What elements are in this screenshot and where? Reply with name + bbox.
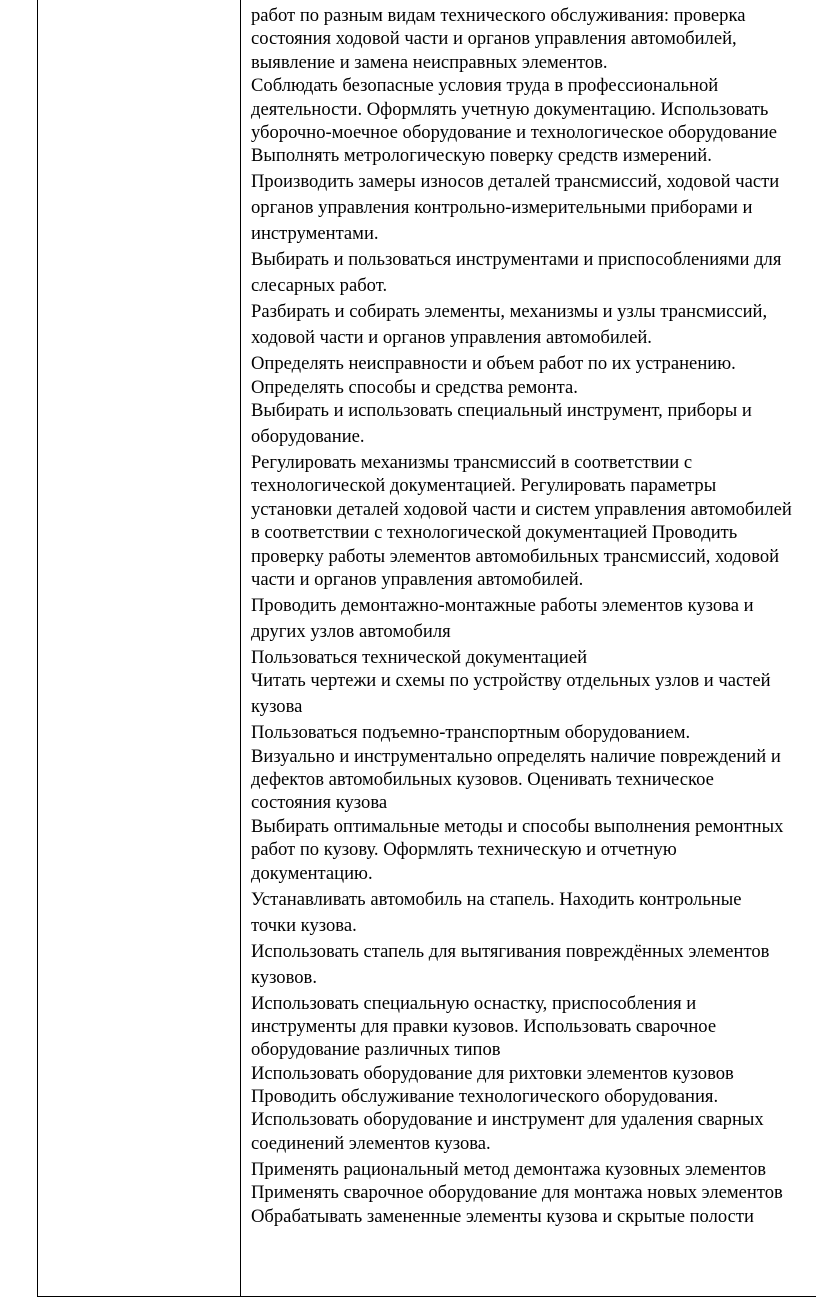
text-line: технологической документацией. Регулировать параметры <box>251 475 717 497</box>
table-cell-left <box>38 0 241 1296</box>
text-line: уборочно-моечное оборудование и технологическое оборудование <box>251 121 778 143</box>
text-line: проверку работы элементов автомобильных трансмиссий, ходовой <box>251 545 780 567</box>
text-line: других узлов автомобиля <box>251 620 451 642</box>
text-line: Обрабатывать замененные элементы кузова и скрытые полости <box>251 1205 754 1227</box>
text-line: Применять сварочное оборудование для монтажа новых элементов <box>251 1182 783 1204</box>
text-line: Проводить обслуживание технологического оборудования. <box>251 1086 719 1108</box>
text-line: Выбирать оптимальные методы и способы выполнения ремонтных <box>251 815 784 837</box>
text-line: дефектов автомобильных кузовов. Оценивать техническое <box>251 769 714 791</box>
text-line: Использовать оборудование для рихтовки элементов кузовов <box>251 1062 734 1084</box>
text-line: точки кузова. <box>251 914 357 936</box>
skills-text <box>251 4 816 1228</box>
text-line: Определять неисправности и объем работ по их устранению. <box>251 353 736 375</box>
text-line: ходовой части и органов управления автомобилей. <box>251 327 652 349</box>
text-line: кузовов. <box>251 966 317 988</box>
text-line: Выбирать и использовать специальный инструмент, приборы и <box>251 400 752 421</box>
text-line: Использовать специальную оснастку, приспособления и <box>251 992 697 1014</box>
text-line: Пользоваться подъемно-транспортным оборудованием. <box>251 722 691 744</box>
text-line: Применять рациональный метод демонтажа кузовных элементов <box>251 1158 767 1180</box>
text-line: инструменты для правки кузовов. Использовать сварочное <box>251 1015 717 1037</box>
text-line: Производить замеры износов деталей трансмиссий, ходовой части <box>251 171 780 193</box>
text-line: состояния ходовой части и органов управления автомобилей, <box>251 28 737 50</box>
table-cell-right <box>241 0 816 1296</box>
text-line: Регулировать механизмы трансмиссий в соответствии с <box>251 451 693 473</box>
text-line: оборудование. <box>251 425 365 447</box>
text-line: Определять способы и средства ремонта. <box>251 376 578 398</box>
text-line: Проводить демонтажно-монтажные работы элементов кузова и <box>251 594 754 616</box>
skills-table <box>37 0 816 1297</box>
text-line: Использовать оборудование и инструмент для удаления сварных <box>251 1109 764 1131</box>
text-line: Читать чертежи и схемы по устройству отдельных узлов и частей <box>251 670 771 692</box>
text-line: в соответствии с технологической документацией Проводить <box>251 522 738 544</box>
text-line: Соблюдать безопасные условия труда в профессиональной <box>251 75 719 97</box>
text-line: Выбирать и пользоваться инструментами и приспособлениями для <box>251 249 782 271</box>
text-line: работ по разным видам технического обслуживания: проверка <box>251 5 746 26</box>
text-line: кузова <box>251 696 303 718</box>
text-line: состояния кузова <box>251 792 388 814</box>
text-line: выявление и замена неисправных элементов. <box>251 51 608 73</box>
text-line: Пользоваться технической документацией <box>251 646 588 668</box>
text-line: органов управления контрольно-измерительными приборами и <box>251 197 753 219</box>
text-line: Устанавливать автомобиль на стапель. Находить контрольные <box>251 888 742 910</box>
text-line: Выполнять метрологическую поверку средств измерений. <box>251 145 712 167</box>
text-line: документацию. <box>251 862 373 884</box>
text-line: Использовать стапель для вытягивания повреждённых элементов <box>251 940 770 962</box>
text-line: соединений элементов кузова. <box>251 1132 491 1154</box>
text-line: слесарных работ. <box>251 275 388 297</box>
text-line: Разбирать и собирать элементы, механизмы и узлы трансмиссий, <box>251 301 768 323</box>
text-line: деятельности. Оформлять учетную документацию. Использовать <box>251 98 769 120</box>
text-line: части и органов управления автомобилей. <box>251 568 584 590</box>
text-line: Визуально и инструментально определять наличие повреждений и <box>251 745 781 767</box>
text-line: работ по кузову. Оформлять техническую и отчетную <box>251 839 677 861</box>
text-line: оборудование различных типов <box>251 1039 501 1061</box>
text-line: установки деталей ходовой части и систем управления автомобилей <box>251 498 792 520</box>
text-line: инструментами. <box>251 223 379 245</box>
